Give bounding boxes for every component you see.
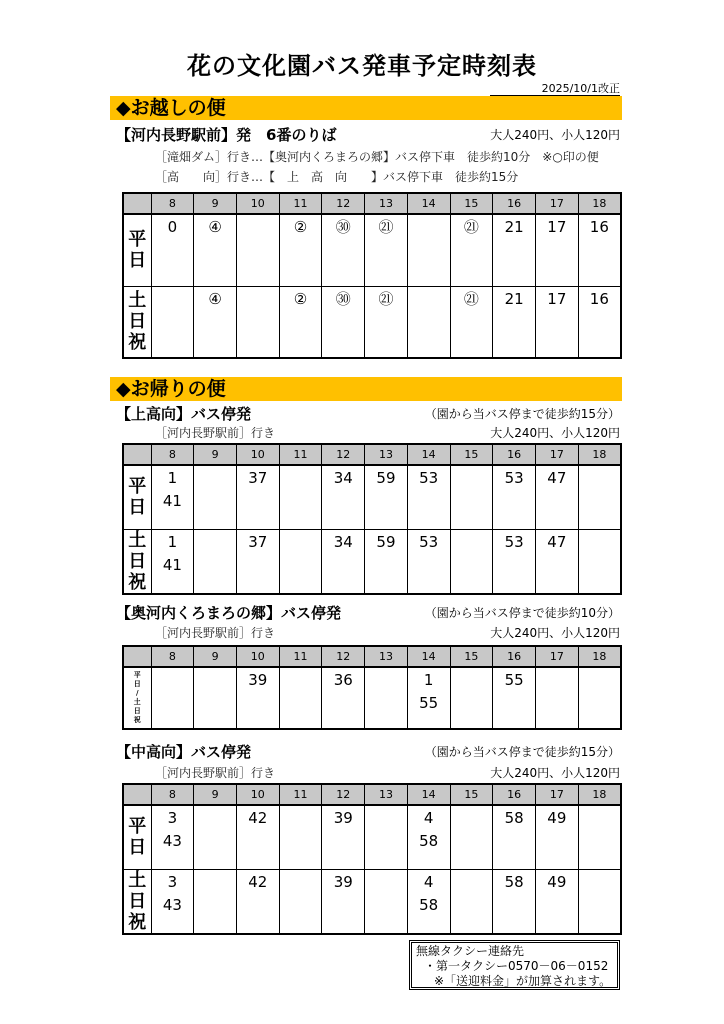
hour-header: 12 — [322, 784, 365, 805]
departure-minute-cell: 0 — [151, 214, 194, 286]
departure-minute-cell — [279, 465, 322, 529]
hour-header: 15 — [450, 193, 493, 214]
hour-header: 17 — [535, 193, 578, 214]
hour-header: 17 — [535, 784, 578, 805]
okukawachi-stop-title: 【奥河内くろまろの郷】バス停発 — [116, 604, 342, 622]
hour-header: 10 — [236, 444, 279, 465]
hour-header: 8 — [151, 193, 194, 214]
outbound-note-takihata: ［滝畑ダム］行き…【奥河内くろまろの郷】バス停下車 徒歩約10分 ※○印の便 — [155, 150, 599, 164]
okukawachi-walk-note: （園から当バス停まで徒歩約10分） — [424, 606, 620, 620]
departure-minute-cell: 53 — [493, 465, 536, 529]
departure-minute-cell — [450, 869, 493, 934]
departure-minute-cell: 37 — [236, 465, 279, 529]
departure-minute-cell — [279, 529, 322, 594]
hour-header: 18 — [578, 784, 621, 805]
hour-header: 16 — [493, 784, 536, 805]
hour-header: 9 — [194, 646, 237, 667]
departure-minute-cell: 53 — [493, 529, 536, 594]
nakakomuki-fare: 大人240円、小人120円 — [490, 766, 620, 780]
timetable-row — [123, 286, 621, 358]
departure-minute-cell — [450, 465, 493, 529]
hour-header: 18 — [578, 444, 621, 465]
departure-minute-cell — [365, 667, 408, 729]
hour-header: 13 — [365, 646, 408, 667]
taxi-contact-heading: 無線タクシー連絡先 — [416, 944, 525, 958]
hour-header: 9 — [194, 784, 237, 805]
hour-header: 12 — [322, 193, 365, 214]
departure-minute-cell: 21 — [493, 214, 536, 286]
hour-header: 8 — [151, 444, 194, 465]
section-banner-return: ◆お帰りの便 — [110, 377, 622, 401]
nakakomuki-walk-note: （園から当バス停まで徒歩約15分） — [424, 745, 620, 759]
okukawachi-destination: ［河内長野駅前］行き — [155, 626, 276, 640]
header-corner — [123, 784, 151, 805]
nakakomuki-destination: ［河内長野駅前］行き — [155, 766, 276, 780]
departure-minute-cell — [279, 869, 322, 934]
page-title: 花の文化園バス発車予定時刻表 — [187, 52, 537, 80]
hour-header: 9 — [194, 193, 237, 214]
departure-minute-cell — [194, 869, 237, 934]
hour-header: 9 — [194, 444, 237, 465]
departure-minute-cell — [578, 667, 621, 729]
day-type-label: 土 日 祝 — [123, 529, 151, 594]
departure-minute-cell: 21 — [493, 286, 536, 358]
okukawachi-fare: 大人240円、小人120円 — [490, 626, 620, 640]
departure-minute-cell: ④ — [194, 286, 237, 358]
departure-minute-cell: ㉑ — [365, 214, 408, 286]
departure-minute-cell: 59 — [365, 529, 408, 594]
header-corner — [123, 444, 151, 465]
hour-header: 11 — [279, 646, 322, 667]
outbound-stop-title: 【河内長野駅前】発 6番のりば — [116, 126, 337, 144]
hour-header: 12 — [322, 444, 365, 465]
hour-header: 14 — [407, 444, 450, 465]
departure-minute-cell: 53 — [407, 529, 450, 594]
departure-minute-cell: ㉑ — [450, 286, 493, 358]
departure-minute-cell: 37 — [236, 529, 279, 594]
section-banner-outbound: ◆お越しの便 — [110, 96, 622, 120]
hour-header: 16 — [493, 646, 536, 667]
hour-header: 11 — [279, 784, 322, 805]
timetable-row — [123, 667, 621, 729]
taxi-contact-box — [409, 940, 620, 990]
hour-header: 11 — [279, 444, 322, 465]
departure-minute-cell: 59 — [365, 465, 408, 529]
departure-minute-cell — [151, 667, 194, 729]
hour-header: 16 — [493, 444, 536, 465]
kamikomuki-destination: ［河内長野駅前］行き — [155, 426, 276, 440]
departure-minute-cell: 47 — [535, 529, 578, 594]
departure-minute-cell: 39 — [322, 805, 365, 869]
departure-minute-cell — [578, 805, 621, 869]
hour-header: 12 — [322, 646, 365, 667]
hour-header: 10 — [236, 646, 279, 667]
departure-minute-cell: ② — [279, 214, 322, 286]
departure-minute-cell: 16 — [578, 214, 621, 286]
hour-header: 13 — [365, 784, 408, 805]
departure-minute-cell: 3 43 — [151, 869, 194, 934]
timetable-row — [123, 869, 621, 934]
hour-header: 16 — [493, 193, 536, 214]
nakakomuki-stop-title: 【中高向】バス停発 — [116, 743, 252, 761]
departure-minute-cell: 39 — [322, 869, 365, 934]
departure-minute-cell: ㉚ — [322, 286, 365, 358]
departure-minute-cell: 55 — [493, 667, 536, 729]
day-type-label: 土 日 祝 — [123, 869, 151, 934]
departure-minute-cell: 1 41 — [151, 465, 194, 529]
timetable-row — [123, 805, 621, 869]
kamikomuki-timetable — [122, 443, 622, 595]
departure-minute-cell: 49 — [535, 805, 578, 869]
departure-minute-cell: 47 — [535, 465, 578, 529]
hour-header: 13 — [365, 193, 408, 214]
hour-header: 17 — [535, 646, 578, 667]
departure-minute-cell — [407, 286, 450, 358]
departure-minute-cell: 34 — [322, 465, 365, 529]
okukawachi-timetable — [122, 645, 622, 730]
nakakomuki-timetable — [122, 783, 622, 935]
kamikomuki-fare: 大人240円、小人120円 — [490, 426, 620, 440]
departure-minute-cell: 53 — [407, 465, 450, 529]
departure-minute-cell: 42 — [236, 805, 279, 869]
departure-minute-cell: ㉑ — [450, 214, 493, 286]
hour-header: 13 — [365, 444, 408, 465]
departure-minute-cell — [407, 214, 450, 286]
departure-minute-cell — [578, 465, 621, 529]
revision-date: 2025/10/1改正 — [490, 82, 620, 96]
departure-minute-cell — [450, 529, 493, 594]
header-corner — [123, 193, 151, 214]
hour-header: 14 — [407, 646, 450, 667]
departure-minute-cell: 39 — [236, 667, 279, 729]
hour-header: 8 — [151, 646, 194, 667]
departure-minute-cell — [535, 667, 578, 729]
departure-minute-cell — [194, 465, 237, 529]
departure-minute-cell: 36 — [322, 667, 365, 729]
departure-minute-cell: 16 — [578, 286, 621, 358]
outbound-note-komuki: ［高 向］行き…【 上 高 向 】バス停下車 徒歩約15分 — [155, 170, 519, 184]
hour-header: 17 — [535, 444, 578, 465]
departure-minute-cell — [194, 667, 237, 729]
departure-minute-cell — [365, 805, 408, 869]
outbound-timetable — [122, 192, 622, 359]
departure-minute-cell — [279, 805, 322, 869]
departure-minute-cell — [450, 805, 493, 869]
outbound-fare: 大人240円、小人120円 — [490, 128, 620, 142]
departure-minute-cell: 58 — [493, 805, 536, 869]
header-corner — [123, 646, 151, 667]
hour-header: 15 — [450, 784, 493, 805]
taxi-contact-phone: ・第一タクシー0570－06－0152 — [424, 959, 609, 973]
taxi-contact-surcharge-note: ※「送迎料金」が加算されます。 — [434, 974, 612, 988]
departure-minute-cell: 4 58 — [407, 805, 450, 869]
hour-header: 15 — [450, 646, 493, 667]
departure-minute-cell: 3 43 — [151, 805, 194, 869]
departure-minute-cell — [194, 529, 237, 594]
hour-header: 11 — [279, 193, 322, 214]
hour-header: 10 — [236, 784, 279, 805]
hour-header: 14 — [407, 784, 450, 805]
departure-minute-cell: 1 55 — [407, 667, 450, 729]
departure-minute-cell: 42 — [236, 869, 279, 934]
departure-minute-cell — [151, 286, 194, 358]
hour-header: 8 — [151, 784, 194, 805]
departure-minute-cell: 1 41 — [151, 529, 194, 594]
kamikomuki-walk-note: （園から当バス停まで徒歩約15分） — [424, 407, 620, 421]
departure-minute-cell — [236, 214, 279, 286]
departure-minute-cell — [279, 667, 322, 729]
day-type-label: 平 日 — [123, 805, 151, 869]
departure-minute-cell — [194, 805, 237, 869]
departure-minute-cell: 4 58 — [407, 869, 450, 934]
departure-minute-cell: ㉑ — [365, 286, 408, 358]
departure-minute-cell — [236, 286, 279, 358]
hour-header: 10 — [236, 193, 279, 214]
departure-minute-cell — [578, 869, 621, 934]
hour-header: 14 — [407, 193, 450, 214]
day-type-label: 平 日 — [123, 214, 151, 286]
kamikomuki-stop-title: 【上高向】バス停発 — [116, 405, 252, 423]
departure-minute-cell — [365, 869, 408, 934]
day-type-label: 平 日 / 土 日 祝 — [123, 667, 151, 729]
departure-minute-cell: 17 — [535, 214, 578, 286]
day-type-label: 平 日 — [123, 465, 151, 529]
hour-header: 15 — [450, 444, 493, 465]
departure-minute-cell: ㉚ — [322, 214, 365, 286]
departure-minute-cell: 34 — [322, 529, 365, 594]
departure-minute-cell: 49 — [535, 869, 578, 934]
departure-minute-cell: ④ — [194, 214, 237, 286]
departure-minute-cell — [450, 667, 493, 729]
timetable-row — [123, 465, 621, 529]
hour-header: 18 — [578, 193, 621, 214]
hour-header: 18 — [578, 646, 621, 667]
day-type-label: 土 日 祝 — [123, 286, 151, 358]
departure-minute-cell: 17 — [535, 286, 578, 358]
timetable-row — [123, 529, 621, 594]
timetable-row — [123, 214, 621, 286]
departure-minute-cell: ② — [279, 286, 322, 358]
departure-minute-cell — [578, 529, 621, 594]
departure-minute-cell: 58 — [493, 869, 536, 934]
